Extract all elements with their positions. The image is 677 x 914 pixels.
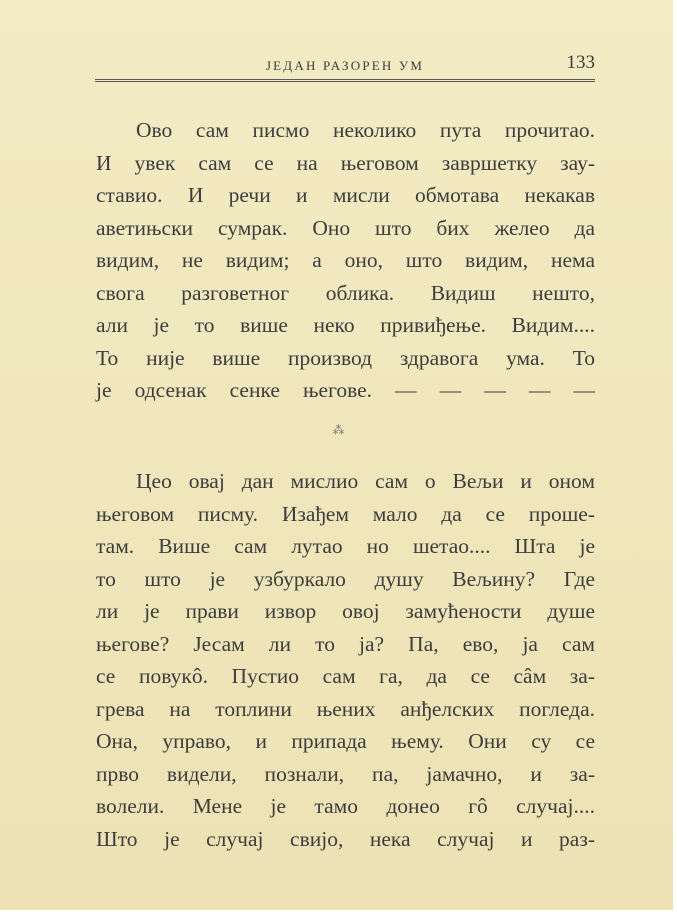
running-title: ЈЕДАН РАЗОРЕН УМ	[265, 58, 425, 73]
text-line: ставио. И речи и мисли обмотава некакав	[96, 183, 595, 207]
text-line: там. Више сам лутао но шетао.... Шта је	[96, 534, 595, 558]
page-edge-right	[673, 0, 677, 914]
page-number: 133	[566, 52, 595, 73]
text-line: И увек сам се на његовом завршетку зау-	[96, 150, 595, 175]
text-line: Она, управо, и припада њему. Они су се	[96, 729, 595, 753]
paragraph-2	[96, 465, 595, 855]
text-line: ли је прави извор овој замућености душе	[96, 599, 595, 623]
text-line: Што је случај свијо, нека случај и раз-	[96, 826, 595, 851]
text-line: али је то више неко привиђење. Видим....	[96, 313, 595, 337]
text-line: видим, не видим; а оно, што видим, нема	[96, 248, 595, 272]
header-rule	[95, 79, 595, 82]
running-head	[95, 52, 595, 78]
text-line: свога разговетног облика. Видиш нешто,	[96, 280, 595, 305]
text-line: Ово сам писмо неколико пута прочитао.	[136, 118, 595, 142]
text-line: се повукô. Пустио сам га, да се сâм за-	[96, 664, 595, 688]
text-line: његовом писму. Изађем мало да се проше-	[96, 501, 595, 526]
text-line: аветињски сумрак. Оно што бих желео да	[96, 215, 595, 240]
text-line: то што је узбуркало душу Вељину? Где	[96, 566, 595, 591]
page-edge-bottom	[0, 910, 677, 914]
text-line: је одсенак сенке његове. — — — — —	[96, 378, 595, 402]
section-separator: ⁂	[332, 423, 345, 437]
text-line: То није више производ здравога ума. То	[96, 345, 595, 370]
text-line: грева на топлини њених анђелских погледа.	[96, 696, 595, 721]
paragraph-1	[96, 114, 595, 407]
text-line: волели. Мене је тамо донео гô случај....	[96, 794, 595, 818]
text-line: његове? Јесам ли то ја? Па, ево, ја сам	[96, 631, 595, 656]
text-line: прво видели, познали, па, јамачно, и за-	[96, 761, 595, 786]
text-line: Цео овај дан мислио сам о Вељи и оном	[136, 469, 595, 493]
